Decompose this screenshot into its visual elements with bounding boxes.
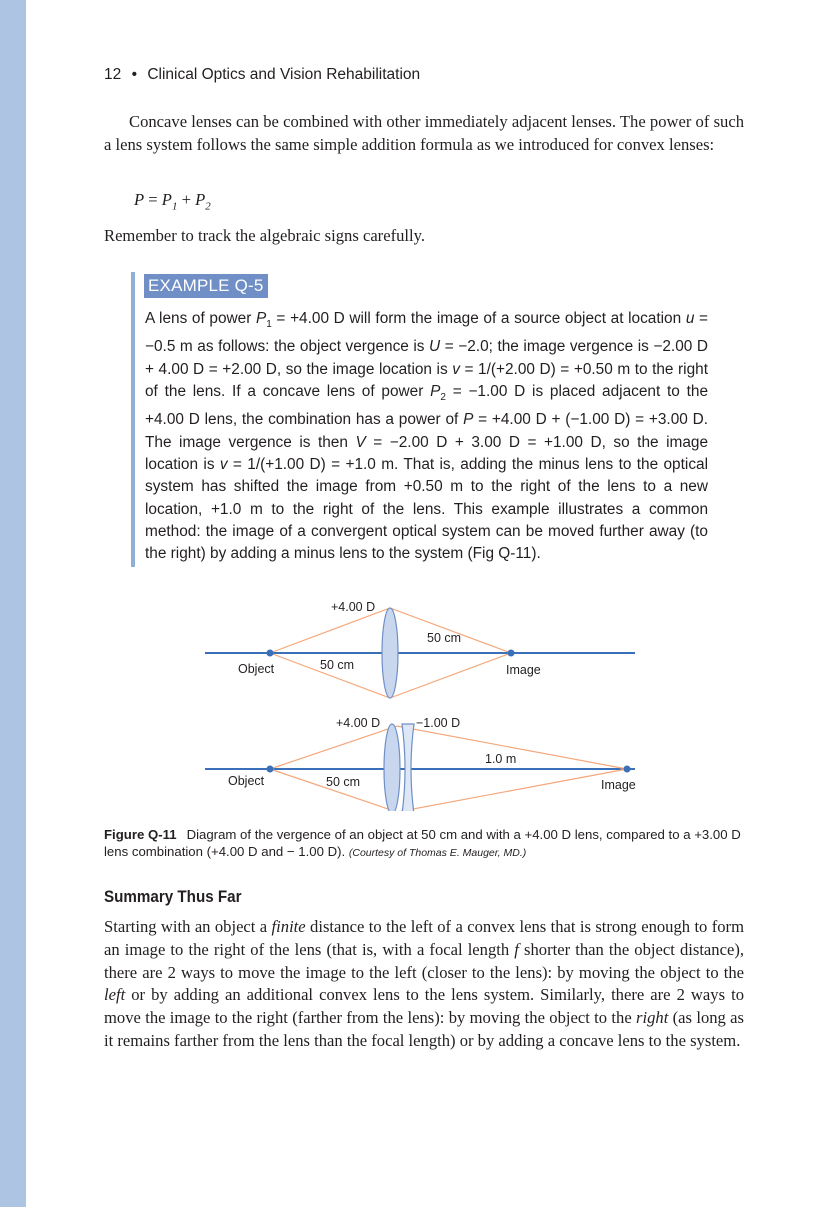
- bottom-image-label: Image: [601, 778, 636, 792]
- book-title: Clinical Optics and Vision Rehabilitation: [147, 66, 421, 83]
- bottom-right-distance: 1.0 m: [485, 752, 517, 766]
- bottom-object-label: Object: [228, 774, 265, 788]
- example-paragraph: A lens of power $P_1 = +4.00$ D will form the image of a source object at location u = −0.5 m as follows: the object vergence is U = −2.0; the image vergence is −2.00 D + 4.00 D = +2.00 D, so the image location is v = 1/(+2.00 D) = +0.50 m to the right of the lens. If a concave lens of power $P_2 = -1.00$ D is placed adjacent to the +4.00 D lens, the combination has a power of P = +4.00 D + (−1.00 D) = +3.00 D. The image vergence is then V = −2.00 D + 3.00 D = +1.00 D, so the image location is v = 1/(+1.00 D) = +1.0 m. That is, adding the minus lens to the optical system has shifted the image from +0.50 m to the right of the lens to a new location, +1.0 m to the right of the lens. This example illustrates a common method: the image of a convergent optical system can be moved further away (to the right) by adding a minus lens to the system (Fig Q-11).: [145, 310, 709, 563]
- bottom-convex-lens: [384, 724, 400, 811]
- power-formula: $P = P_1 + P_2$: [134, 190, 211, 213]
- bottom-upper-ray: [270, 726, 627, 769]
- section-heading: Summary Thus Far: [104, 888, 242, 906]
- top-object-label: Object: [238, 662, 275, 676]
- page-number: 12: [104, 66, 122, 83]
- bottom-left-distance: 50 cm: [326, 775, 361, 789]
- top-image-point: [508, 650, 515, 657]
- bottom-concave-lens: [402, 724, 414, 811]
- example-sidebar-rule: [131, 272, 135, 567]
- bottom-image-point: [624, 766, 631, 773]
- top-convex-lens: [382, 608, 398, 698]
- top-object-point: [267, 650, 274, 657]
- example-body: [145, 308, 708, 565]
- figure-caption: [104, 826, 744, 862]
- top-right-distance: 50 cm: [427, 631, 462, 645]
- figure-credit: (Courtesy of Thomas E. Mauger, MD.): [348, 847, 527, 859]
- example-label: EXAMPLE Q-5: [144, 274, 268, 298]
- vergence-diagram: [190, 596, 650, 811]
- top-lens-power: +4.00 D: [331, 600, 376, 614]
- bottom-lens1-power: +4.00 D: [336, 716, 381, 730]
- reminder-text: Remember to track the algebraic signs carefully.: [104, 226, 425, 245]
- bottom-lens2-power: −1.00 D: [416, 716, 461, 730]
- running-header: [104, 66, 420, 84]
- top-diagram: [205, 600, 635, 698]
- bottom-diagram: [205, 716, 636, 811]
- bottom-lower-ray: [270, 769, 627, 811]
- header-bullet: •: [131, 66, 137, 83]
- summary-paragraph: Starting with an object a finite distance to the left of a convex lens that is strong enough to form an image to the right of the lens (that is, with a focal length f shorter than the object distance), there are 2 ways to move the image to the left (closer to the lens): by moving the object to the left or by adding an additional convex lens to the lens system. Similarly, there are 2 ways to move the image to the right (farther from the lens): by moving the object to the right (as long as it remains farther from the lens than the focal length) or by adding a concave lens to the system.: [104, 917, 745, 1050]
- top-left-distance: 50 cm: [320, 658, 355, 672]
- figure-label: Figure Q-11: [104, 827, 177, 842]
- top-image-label: Image: [506, 663, 541, 677]
- bottom-object-point: [267, 766, 274, 773]
- intro-paragraph: Concave lenses can be combined with other immediately adjacent lenses. The power of such a lens system follows the same simple addition formula as we introduced for convex lenses:: [104, 112, 744, 154]
- caption-text: Diagram of the vergence of an object at 50 cm and with a +4.00 D lens, compared to a +3.00 D lens combination (+4.00 D and − 1.00 D).: [104, 827, 741, 859]
- side-color-band: [0, 0, 26, 1207]
